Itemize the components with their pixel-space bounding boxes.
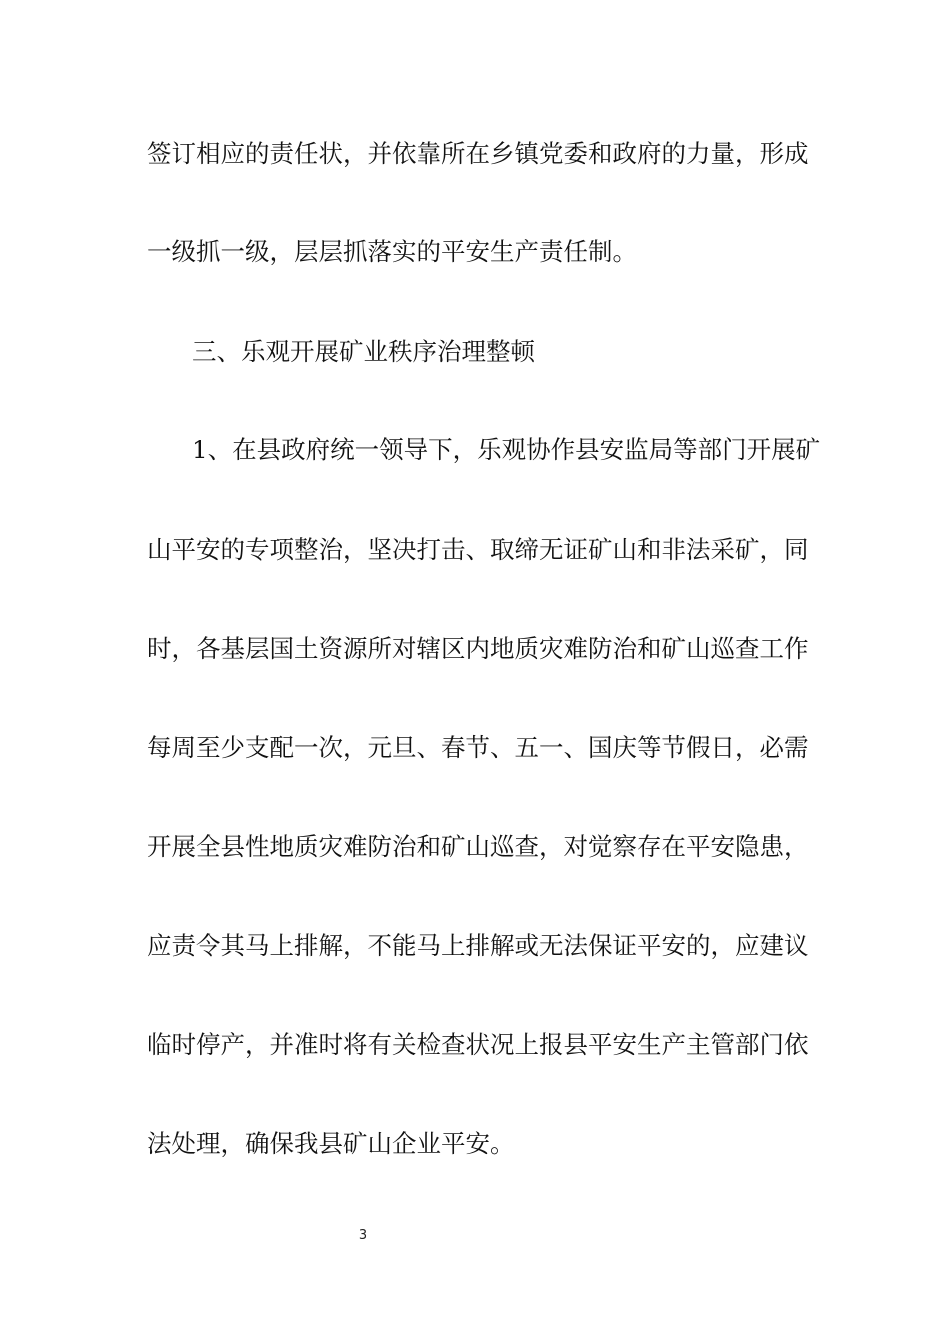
paragraph-line: 每周至少支配一次，元旦、春节、五一、国庆等节假日，必需	[147, 733, 809, 762]
paragraph-line: 山平安的专项整治，坚决打击、取缔无证矿山和非法采矿，同	[147, 535, 809, 564]
paragraph-line: 开展全县性地质灾难防治和矿山巡查，对觉察存在平安隐患，	[147, 832, 809, 861]
paragraph-line: 法处理，确保我县矿山企业平安。	[147, 1129, 515, 1158]
paragraph-line: 时，各基层国土资源所对辖区内地质灾难防治和矿山巡查工作	[147, 634, 809, 663]
paragraph-line: 1、在县政府统一领导下，乐观协作县安监局等部门开展矿	[192, 435, 821, 464]
paragraph-line: 一级抓一级，层层抓落实的平安生产责任制。	[147, 237, 637, 266]
section-heading: 三、乐观开展矿业秩序治理整顿	[192, 337, 535, 366]
page-number: 3	[358, 1228, 368, 1243]
paragraph-line: 临时停产，并准时将有关检查状况上报县平安生产主管部门依	[147, 1030, 809, 1059]
paragraph-line: 签订相应的责任状，并依靠所在乡镇党委和政府的力量，形成	[147, 139, 809, 168]
paragraph-line: 应责令其马上排解，不能马上排解或无法保证平安的，应建议	[147, 931, 809, 960]
